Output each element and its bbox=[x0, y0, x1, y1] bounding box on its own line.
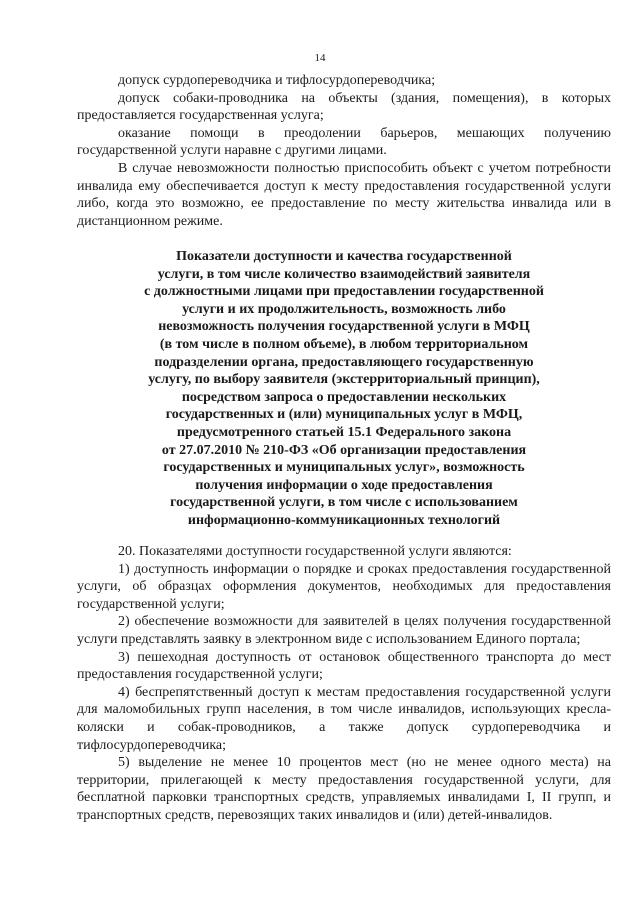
heading-line: предусмотренного статьей 15.1 Федерального закона bbox=[176, 424, 512, 440]
heading-line: (в том числе в полном объеме), в любом территориальном bbox=[159, 336, 529, 352]
paragraph: В случае невозможности полностью приспособить объект с учетом потребности инвалида ему обеспечивается доступ к месту предоставления государственной услуги либо, когда это возможно, ее предоставление по месту жительства инвалида или в дистанционном режиме. bbox=[77, 160, 611, 229]
paragraph: оказание помощи в преодолении барьеров, мешающих получению государственной услуги наравне с другими лицами. bbox=[77, 125, 611, 159]
heading-line: невозможность получения государственной услуги в МФЦ bbox=[158, 319, 530, 335]
heading-line: информационно-коммуникационных технологий bbox=[187, 512, 501, 528]
paragraph: допуск собаки-проводника на объекты (здания, помещения), в которых предоставляется государственная услуга; bbox=[77, 90, 611, 124]
paragraph: 20. Показателями доступности государственной услуги являются: bbox=[118, 544, 512, 559]
heading-line: от 27.07.2010 № 210-ФЗ «Об организации предоставления bbox=[161, 442, 527, 458]
list-item: 2) обеспечение возможности для заявителей в целях получения государственной услуги представлять заявку в электронном виде с использованием Единого портала; bbox=[77, 614, 611, 647]
paragraph: допуск сурдопереводчика и тифлосурдопереводчика; bbox=[118, 73, 436, 88]
heading-line: подразделении органа, предоставляющего государственную bbox=[154, 354, 534, 370]
list-item: 5) выделение не менее 10 процентов мест (но не менее одного места) на территории, прилегающей к месту предоставления государственной услуги, для бесплатной парковки транспортных средств, управляемых инвалидами I, II групп, и транспортных средств, перевозящих таких инвалидов и (или) детей-инвалидов. bbox=[77, 755, 611, 823]
list-item: 3) пешеходная доступность от остановок общественного транспорта до мест предоставления государственной услуги; bbox=[77, 649, 611, 683]
heading-line: посредством запроса о предоставлении нескольких bbox=[181, 389, 507, 405]
heading-line: услугу, по выбору заявителя (экстерриториальный принцип), bbox=[148, 372, 540, 388]
page-number: 14 bbox=[314, 52, 326, 64]
heading-line: услуги и их продолжительность, возможность либо bbox=[182, 301, 506, 317]
section-heading bbox=[77, 248, 611, 530]
heading-line: государственных и (или) муниципальных услуг в МФЦ, bbox=[165, 407, 523, 423]
heading-line: услуги, в том числе количество взаимодействий заявителя bbox=[157, 266, 531, 282]
heading-line: государственной услуги, в том числе с использованием bbox=[170, 495, 518, 511]
heading-line: с должностными лицами при предоставлении государственной bbox=[144, 284, 544, 300]
top-text-block bbox=[77, 72, 611, 230]
heading-line: государственных и муниципальных услуг», возможность bbox=[163, 460, 525, 476]
list-item: 4) беспрепятственный доступ к местам предоставления государственной услуги для маломобильных групп населения, в том числе инвалидов, использующих кресла-коляски и собак-проводников, а также допуск сурдопереводчика и тифлосурдопереводчика; bbox=[77, 684, 611, 753]
list-item: 1) доступность информации о порядке и сроках предоставления государственной услуги, об образцах оформления документов, необходимых для предоставления государственной услуги; bbox=[77, 561, 611, 612]
bottom-text-block bbox=[77, 543, 611, 825]
heading-line: Показатели доступности и качества государственной bbox=[176, 249, 512, 264]
heading-line: получения информации о ходе предоставления bbox=[195, 477, 493, 493]
